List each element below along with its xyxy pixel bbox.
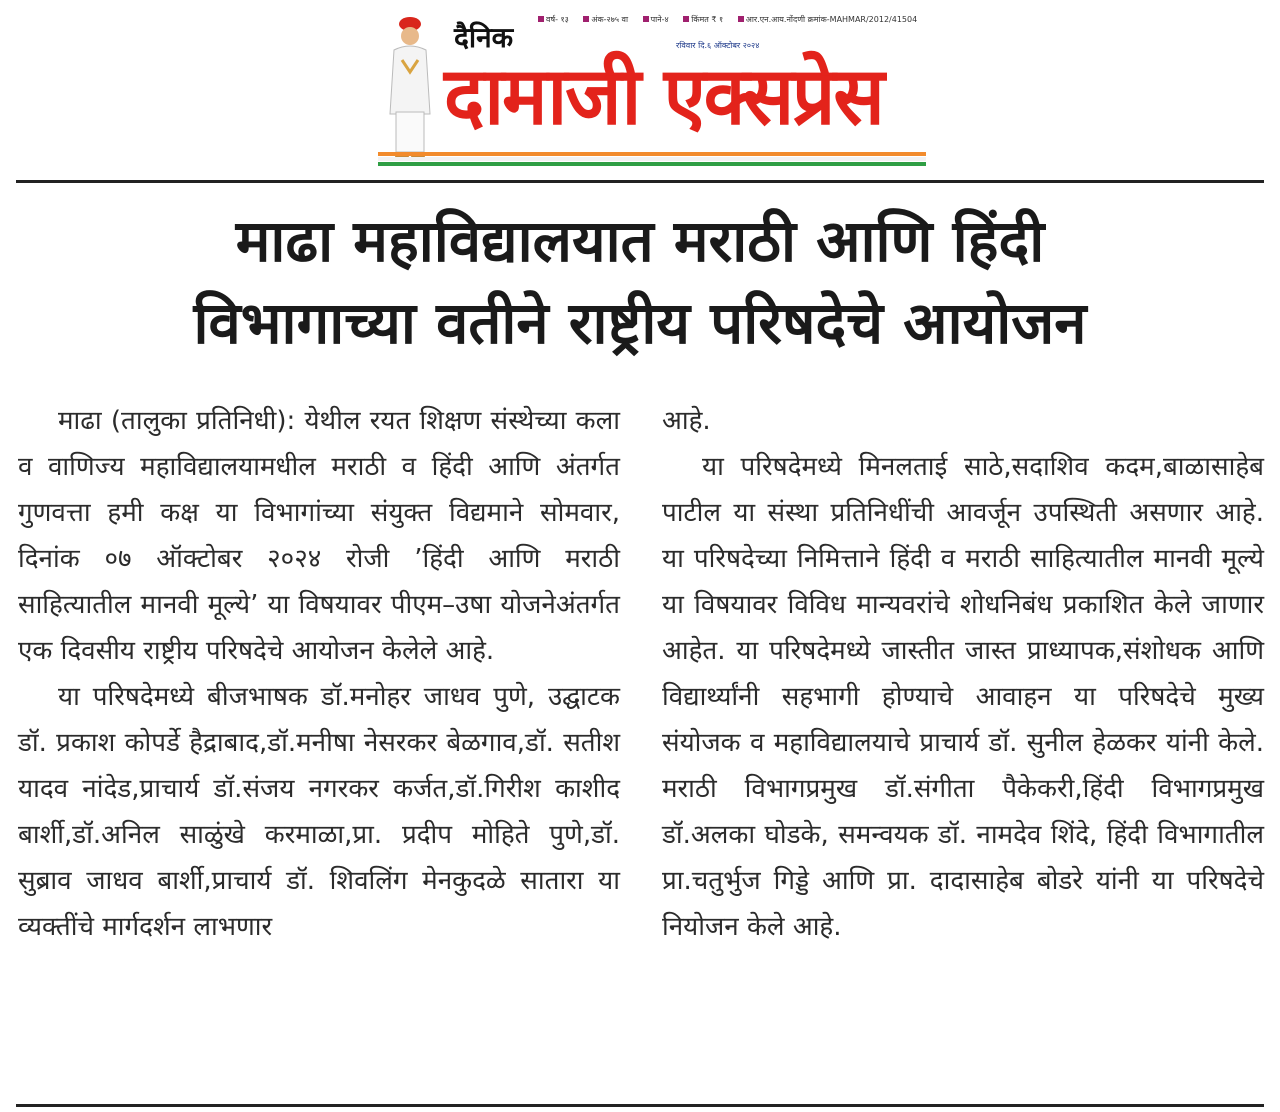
meta-price: किंमत ₹ १ [691,15,724,24]
article-paragraph: आहे. [662,406,711,436]
masthead-meta [538,14,923,25]
daily-word: दैनिक [454,21,514,54]
article-column-right [662,398,1264,950]
meta-issue: अंक-२७५ वा [591,15,629,24]
article-paragraph: या परिषदेमध्ये बीजभाषक डॉ.मनोहर जाधव पुणे, उद्घाटक डॉ. प्रकाश कोपर्डे हैद्राबाद,डॉ.मनीषा नेसरकर बेळगाव,डॉ. सतीश यादव नांदेड,प्राचार्य डॉ.संजय नगरकर कर्जत,डॉ.गिरीश काशीद बार्शी,डॉ.अनिल साळुंखे करमाळा,प्रा. प्रदीप मोहिते पुणे,डॉ. सुब्राव जाधव बार्शी,प्राचार्य डॉ. शिवलिंग मेनकुदळे सातारा या व्यक्तींचे मार्गदर्शन लाभणार [18,682,620,942]
top-divider [16,180,1264,183]
article-paragraph: माढा (तालुका प्रतिनिधी): येथील रयत शिक्षण संस्थेच्या कला व वाणिज्य महाविद्यालयामधील मराठी व हिंदी आणि अंतर्गत गुणवत्ता हमी कक्ष या विभागांच्या संयुक्त विद्यमाने सोमवार, दिनांक ०७ ऑक्टोबर २०२४ रोजी ’हिंदी आणि मराठी साहित्यातील मानवी मूल्ये’ या विषयावर पीएम–उषा योजनेअंतर्गत एक दिवसीय राष्ट्रीय परिषदेचे आयोजन केलेले आहे. [18,406,620,666]
masthead [378,0,926,168]
band-saffron [378,152,926,156]
article-column-left [18,398,620,950]
meta-registration: आर.एन.आय.नोंदणी क्रमांक-MAHMAR/2012/41504 [745,15,918,24]
tricolor-band [378,152,926,166]
headline-line-1: माढा महाविद्यालयात मराठी आणि हिंदी [235,207,1045,275]
person-figure-icon [384,14,436,164]
issue-date: रविवार दि.६ ऑक्टोबर २०२४ [676,41,760,50]
bottom-divider [16,1104,1264,1107]
article-paragraph: या परिषदेमध्ये मिनलताई साठे,सदाशिव कदम,बाळासाहेब पाटील या संस्था प्रतिनिधींची आवर्जून उपस्थिती असणार आहे. या परिषदेच्या निमित्ताने हिंदी व मराठी साहित्यातील मानवी मूल्ये या विषयावर विविध मान्यवरांचे शोधनिबंध प्रकाशित केले जाणार आहेत. या परिषदेमध्ये जास्तीत जास्त प्राध्यापक,संशोधक आणि विद्यार्थ्यांनी सहभागी होण्याचे आवाहन या परिषदेचे मुख्य संयोजक व महाविद्यालयाचे प्राचार्य डॉ. सुनील हेळकर यांनी केले. मराठी विभागप्रमुख डॉ.संगीता पैकेकरी,हिंदी विभागप्रमुख डॉ.अलका घोडके, समन्वयक डॉ. नामदेव शिंदे, हिंदी विभागातील प्रा.चतुर्भुज गिड्डे आणि प्रा. दादासाहेब बोडरे यांनी या परिषदेचे नियोजन केले आहे. [662,452,1264,942]
band-white [378,157,926,161]
headline [16,200,1264,364]
headline-line-2: विभागाच्या वतीने राष्ट्रीय परिषदेचे आयोजन [193,289,1087,357]
newspaper-name-logo: दामाजी एक्सप्रेस [444,48,883,143]
meta-pages: पाने-४ [650,15,669,24]
meta-year: वर्ष- १३ [546,15,569,24]
band-green [378,162,926,166]
